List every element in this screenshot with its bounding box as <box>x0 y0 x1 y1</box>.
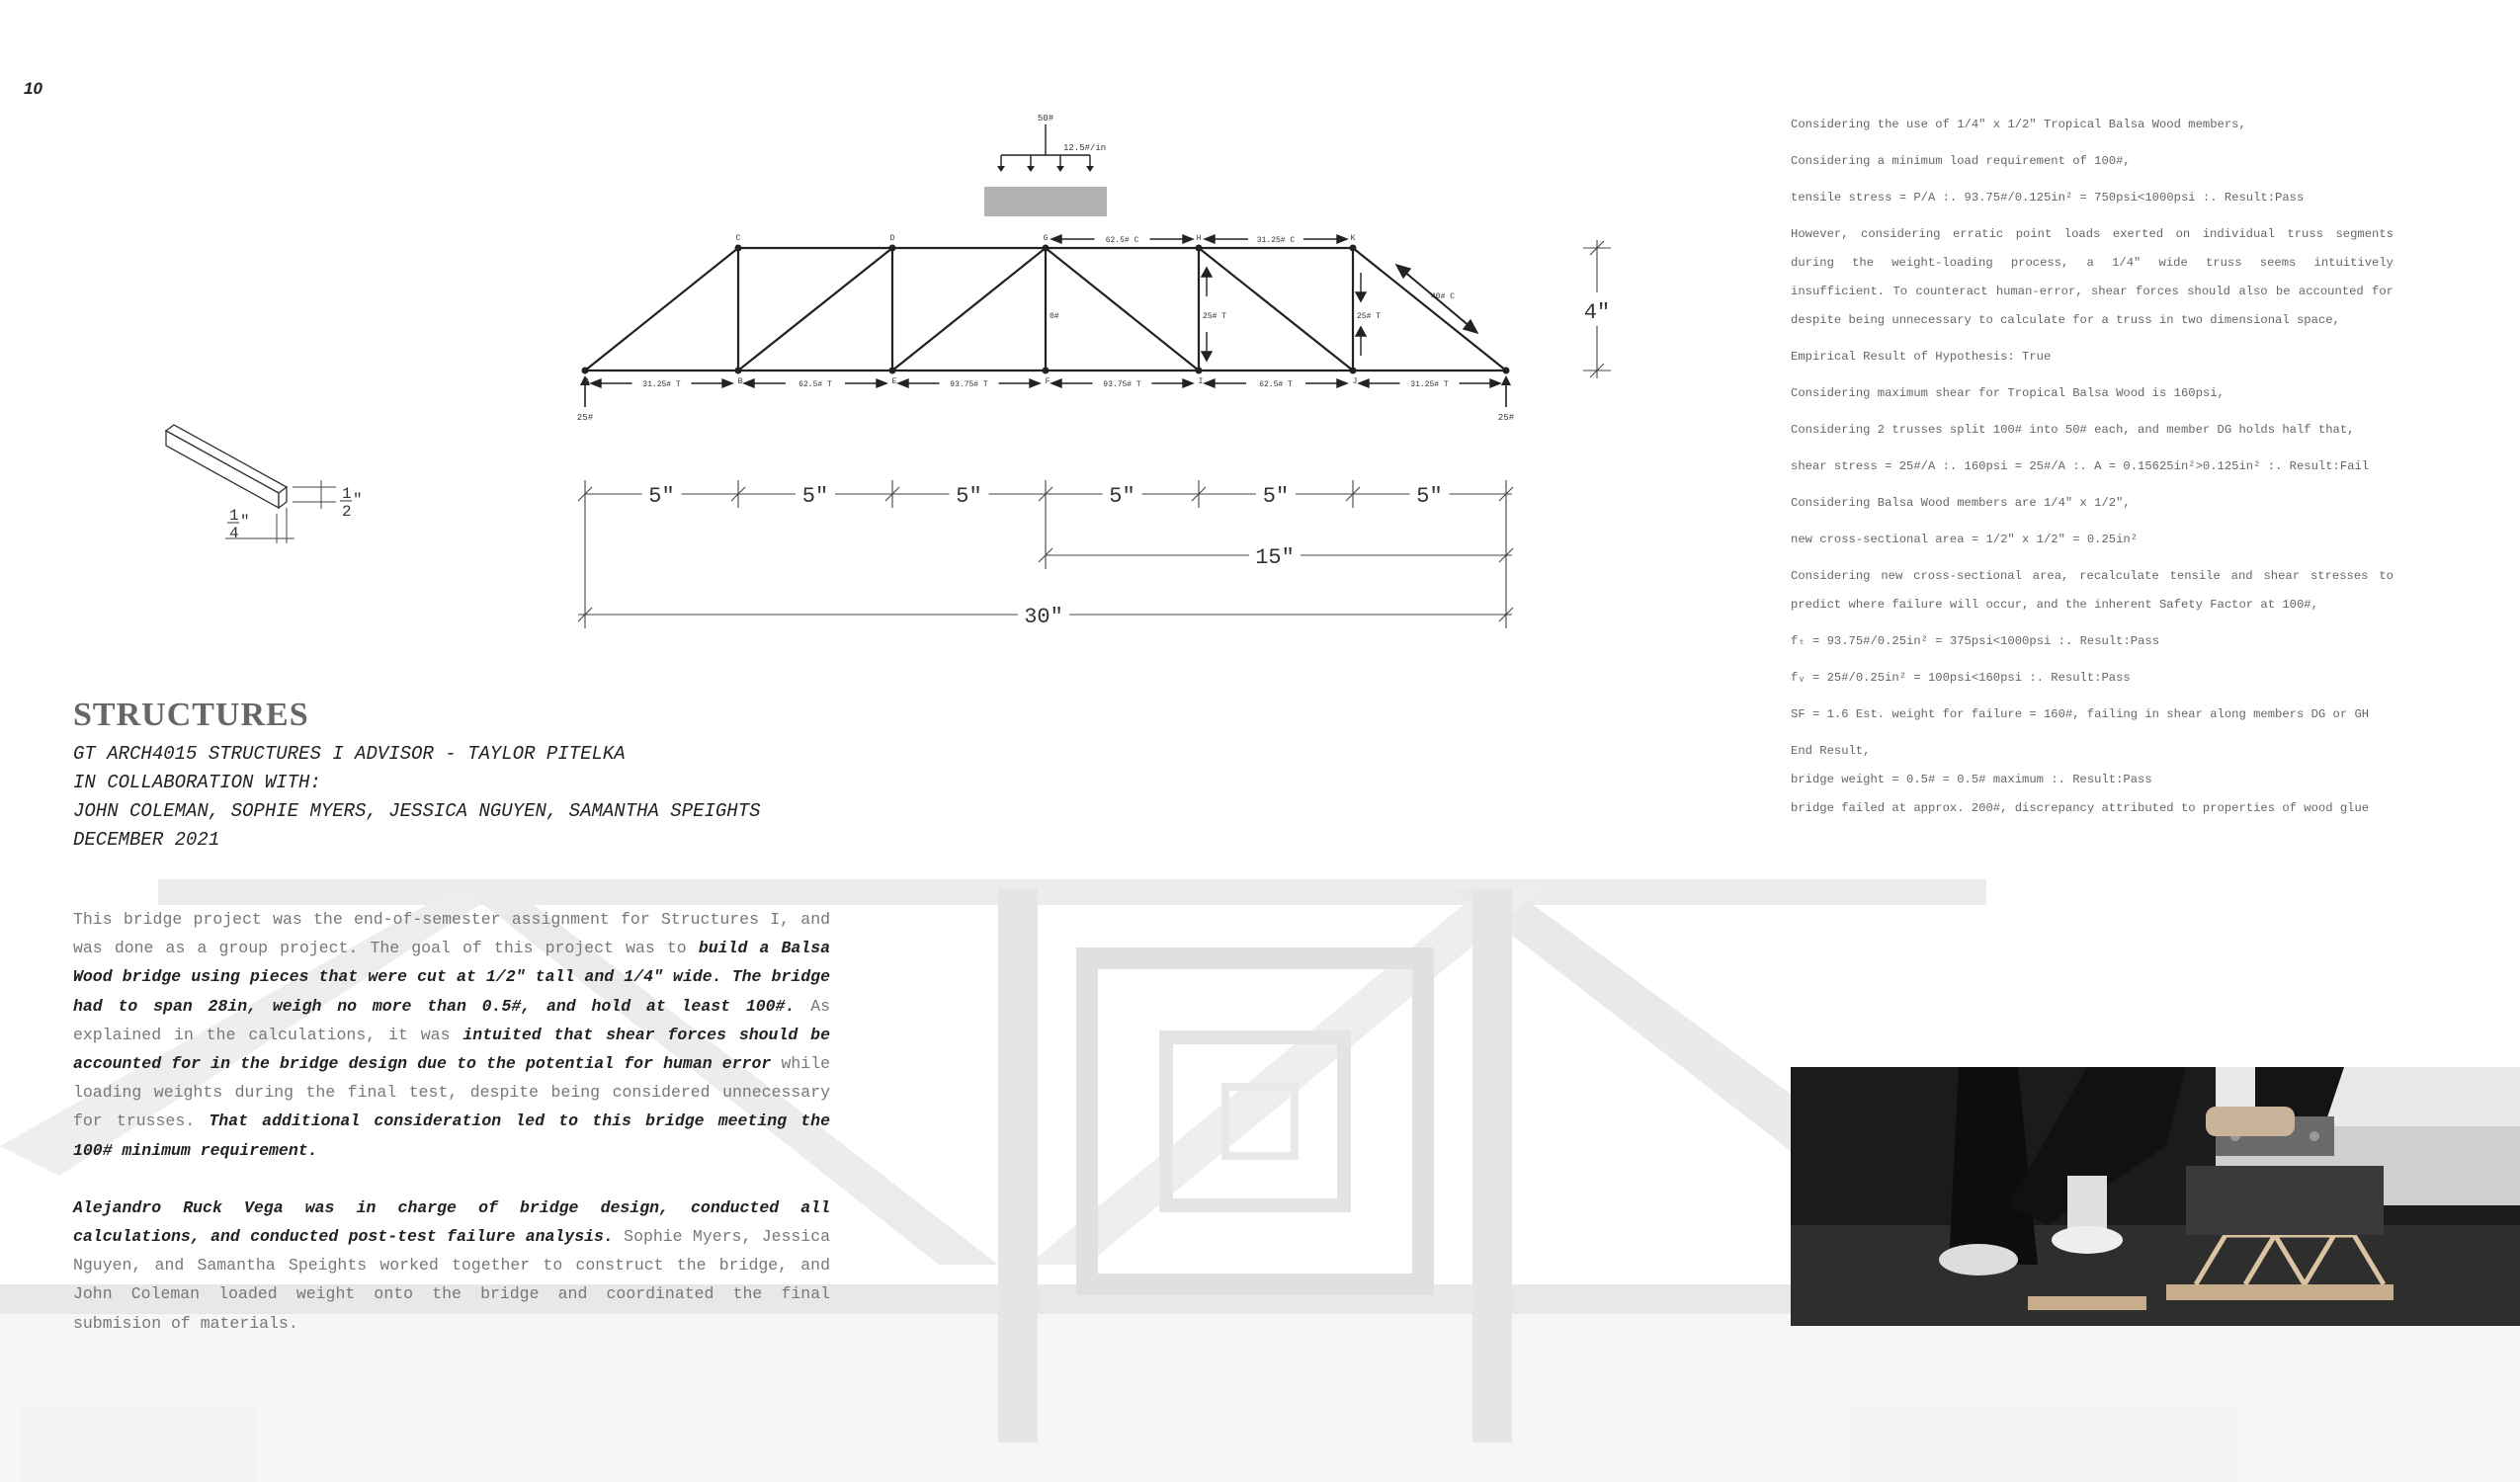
calculation-line: Considering new cross-sectional area, recalculate tensile and shear stresses to predict where failure will occur, and the inherent Safety Factor at 100#, <box>1791 569 2394 612</box>
vertical-force-label: 25# T <box>1203 312 1227 321</box>
project-description <box>73 905 830 1366</box>
member-width-den: 4 <box>229 525 239 542</box>
credit-date: DECEMBER 2021 <box>73 829 220 851</box>
node-label-d: D <box>889 234 895 243</box>
svg-text:": " <box>353 491 363 509</box>
calculation-line: However, considering erratic point loads exerted on individual truss segments during the weight-loading process, a 1/4" wide truss seems intuitively insufficient. To counteract human-error, shear forces should also be accounted for despite being unnecessary to calculate for a truss in two dimensional space, <box>1791 227 2394 327</box>
calculation-line: Considering the use of 1/4" x 1/2" Tropical Balsa Wood members, <box>1791 118 2246 131</box>
emphasis-text: intuited that shear forces should be accounted for in the bridge design due to the potential for human error <box>73 1025 830 1074</box>
top-force-label: 62.5# C <box>1105 236 1139 245</box>
node-label-k: K <box>1350 234 1356 243</box>
calculation-line: shear stress = 25#/A :. 160psi = 25#/A :. A = 0.15625in²>0.125in² :. Result:Fail <box>1791 459 2370 473</box>
emphasis-text: That additional consideration led to this bridge meeting the 100# minimum requirement. <box>73 1112 830 1160</box>
bottom-force-label: 31.25# T <box>1410 380 1449 389</box>
bottom-force-label: 31.25# T <box>642 380 681 389</box>
bottom-force-label: 62.5# T <box>798 380 832 389</box>
member-height-den: 2 <box>342 503 352 521</box>
node-label-h: H <box>1196 234 1202 243</box>
calculation-line: tensile stress = P/A :. 93.75#/0.125in² = 750psi<1000psi :. Result:Pass <box>1791 191 2305 205</box>
body-text: while loading weights during the final test, despite being considered unnecessary for trusses. <box>73 1054 830 1131</box>
calculation-line: fᵥ = 25#/0.25in² = 100psi<160psi :. Result:Pass <box>1791 671 2131 685</box>
node-label-f: F <box>1045 377 1050 386</box>
node-label-b: B <box>737 377 743 386</box>
load-distributed-label: 12.5#/in <box>1063 143 1107 153</box>
truss-diagram <box>553 99 1640 652</box>
node-label-j: J <box>1352 377 1358 386</box>
calculations-column <box>1791 111 2394 831</box>
credit-collaborators: JOHN COLEMAN, SOPHIE MYERS, JESSICA NGUYEN, SAMANTHA SPEIGHTS <box>73 800 761 822</box>
node-label-g: G <box>1043 234 1049 243</box>
node-label-i: I <box>1198 377 1204 386</box>
vertical-force-label: 25# T <box>1357 312 1382 321</box>
load-block <box>984 187 1107 216</box>
calculation-line: End Result, <box>1791 744 1871 758</box>
calculation-line: bridge weight = 0.5# = 0.5# maximum :. Result:Pass <box>1791 773 2152 786</box>
calculation-line: Empirical Result of Hypothesis: True <box>1791 350 2052 364</box>
vertical-force-label: 0# <box>1050 312 1059 321</box>
diagonal-force-label: 40# C <box>1431 292 1456 301</box>
segment-dimension-label: 5" <box>1262 484 1290 509</box>
title-block <box>73 697 963 855</box>
svg-text:": " <box>240 513 250 531</box>
node-label-l: L <box>1505 377 1511 386</box>
node-label-a: A <box>584 377 590 386</box>
segment-dimension-label: 5" <box>1109 484 1135 509</box>
member-height-num: 1 <box>342 485 352 503</box>
span-dimension-label: 30" <box>1024 605 1063 629</box>
calculation-line: Considering a minimum load requirement of 100#, <box>1791 154 2131 168</box>
node-label-c: C <box>735 234 741 243</box>
calculation-line: Considering maximum shear for Tropical Balsa Wood is 160psi, <box>1791 386 2225 400</box>
segment-dimension-label: 5" <box>1416 484 1443 509</box>
node-label-e: E <box>891 377 897 386</box>
body-text: This bridge project was the end-of-semester assignment for Structures I, and was done as a group project. The goal of this project was to <box>73 910 830 958</box>
body-text: As explained in the calculations, it was <box>73 996 830 1044</box>
segment-dimension-label: 5" <box>648 484 675 509</box>
calculation-line: bridge failed at approx. 200#, discrepancy attributed to properties of wood glue <box>1791 801 2370 815</box>
top-force-label: 31.25# C <box>1256 236 1296 245</box>
emphasis-text: build a Balsa Wood bridge using pieces that were cut at 1/2" tall and 1/4" wide. The bridge had to span 28in, weigh no more than 0.5#, and hold at least 100#. <box>73 939 831 1016</box>
half-span-dimension-label: 15" <box>1255 545 1295 570</box>
segment-dimension-label: 5" <box>801 484 829 509</box>
page-number: 10 <box>24 79 42 98</box>
bottom-force-label: 93.75# T <box>1103 380 1141 389</box>
description-paragraph-2 <box>73 1194 830 1338</box>
calculation-line: Considering 2 trusses split 100# into 50# each, and member DG holds half that, <box>1791 423 2355 437</box>
member-width-num: 1 <box>229 507 239 525</box>
calculation-line: Considering Balsa Wood members are 1/4" x 1/2", <box>1791 496 2131 510</box>
description-paragraph-1 <box>73 905 830 1165</box>
balsa-member-diagram <box>148 415 385 553</box>
credit-collab-heading: IN COLLABORATION WITH: <box>73 772 321 793</box>
credit-course: GT ARCH4015 STRUCTURES I ADVISOR - TAYLOR PITELKA <box>73 743 626 765</box>
bottom-force-label: 93.75# T <box>950 380 988 389</box>
bottom-force-label: 62.5# T <box>1259 380 1293 389</box>
emphasis-text: Alejandro Ruck Vega was in charge of bridge design, conducted all calculations, and conducted post-test failure analysis. <box>73 1197 830 1247</box>
segment-dimension-label: 5" <box>956 484 982 509</box>
load-total-label: 50# <box>1037 114 1054 124</box>
reaction-right-label: 25# <box>1497 413 1515 423</box>
calculation-line: SF = 1.6 Est. weight for failure = 160#, failing in shear along members DG or GH <box>1791 707 2370 721</box>
body-text: Sophie Myers, Jessica Nguyen, and Samantha Speights worked together to construct the bridge, and John Coleman loaded weight onto the bridge and coordinated the final submision of materials. <box>73 1227 830 1333</box>
height-dimension-label: 4" <box>1583 300 1611 325</box>
load-test-photo <box>1791 1067 2520 1326</box>
calculation-line: new cross-sectional area = 1/2" x 1/2" = 0.25in² <box>1791 533 2139 546</box>
reaction-left-label: 25# <box>576 413 594 423</box>
page-title: STRUCTURES <box>73 697 309 733</box>
calculation-line: fₜ = 93.75#/0.25in² = 375psi<1000psi :. Result:Pass <box>1791 634 2160 648</box>
